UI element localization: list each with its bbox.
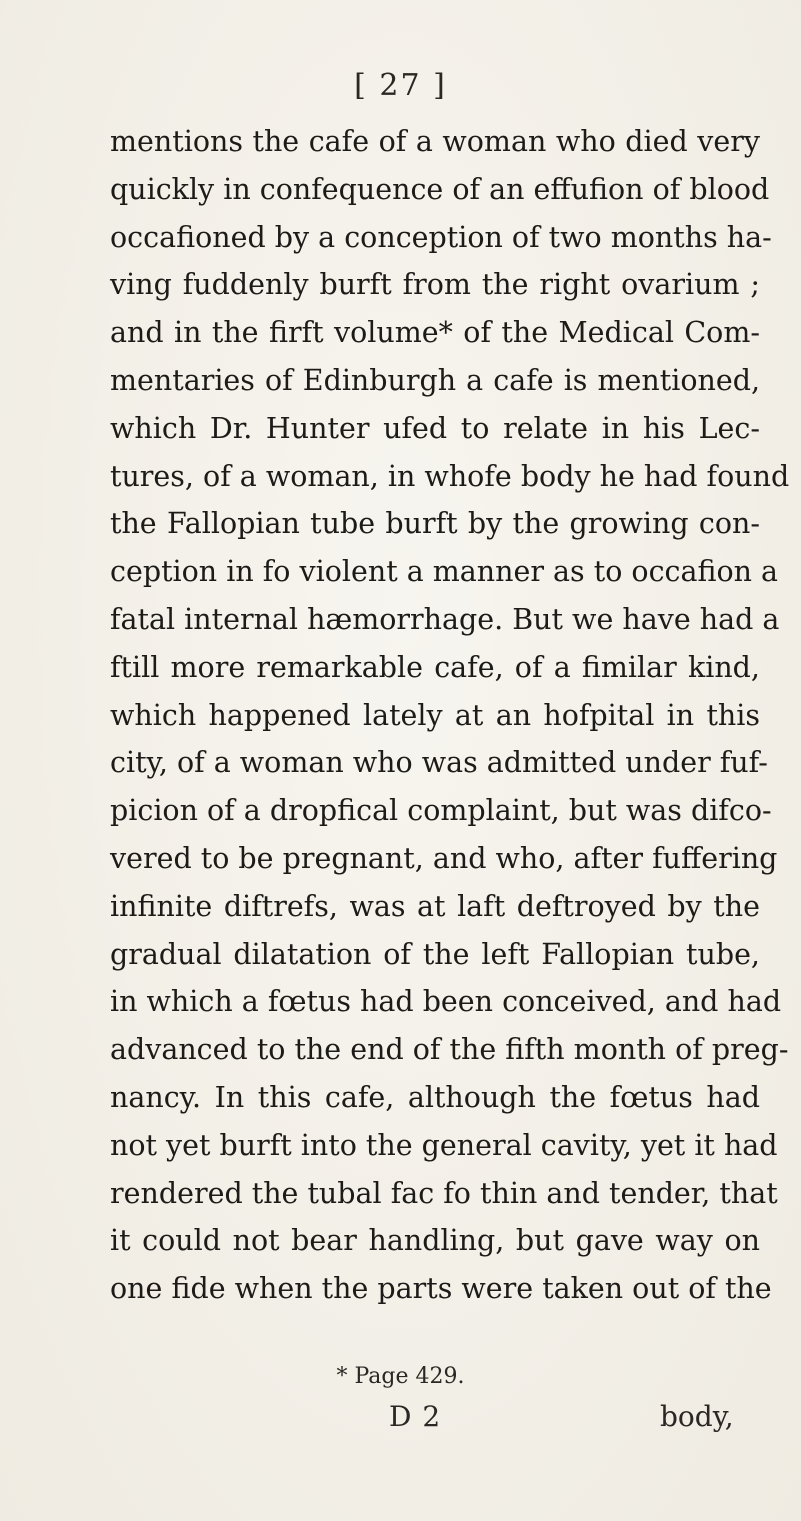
text-line: infinite diftrefs, was at laft deftroyed by the (110, 889, 760, 923)
catchword: body, (660, 1400, 734, 1433)
text-line: the Fallopian tube burft by the growing con- (110, 507, 760, 541)
text-line: fatal internal hæmorrhage. But we have had a (110, 602, 780, 636)
text-line: mentaries of Edinburgh a cafe is mentioned, (110, 363, 760, 397)
text-line: which Dr. Hunter ufed to relate in his Lec- (110, 411, 760, 445)
text-line: not yet burft into the general cavity, yet it had (110, 1128, 778, 1162)
signature-mark: D 2 (389, 1400, 442, 1433)
text-line: city, of a woman who was admitted under fuf- (110, 746, 768, 780)
text-line: rendered the tubal fac fo thin and tender, that (110, 1176, 778, 1210)
page-number: [ 27 ] (354, 68, 447, 103)
text-line: gradual dilatation of the left Fallopian tube, (110, 937, 760, 971)
text-line: picion of a dropfical complaint, but was difco- (110, 794, 772, 828)
text-line: which happened lately at an hofpital in this (110, 698, 760, 732)
text-line: nancy. In this cafe, although the fœtus had (110, 1080, 760, 1114)
text-line: one fide when the parts were taken out of the (110, 1272, 772, 1306)
text-line: ftill more remarkable cafe, of a fimilar kind, (110, 650, 760, 684)
body-text (110, 118, 790, 1313)
text-line: in which a fœtus had been conceived, and had (110, 985, 782, 1019)
text-line: mentions the cafe of a woman who died very (110, 125, 760, 158)
text-line: ving fuddenly burft from the right ovarium ; (110, 268, 760, 302)
text-line: tures, of a woman, in whofe body he had found (110, 459, 790, 493)
text-line: and in the firft volume* of the Medical Com- (110, 316, 760, 350)
text-line: advanced to the end of the fifth month of preg- (110, 1033, 789, 1067)
text-line: quickly in confequence of an effufion of blood (110, 172, 770, 206)
text-line: it could not bear handling, but gave way on (110, 1224, 760, 1258)
text-line: ception in fo violent a manner as to occafion a (110, 555, 779, 589)
text-line: occafioned by a conception of two months ha- (110, 220, 772, 254)
footnote: * Page 429. (336, 1364, 465, 1389)
text-line: vered to be pregnant, and who, after fuffering (110, 841, 778, 875)
